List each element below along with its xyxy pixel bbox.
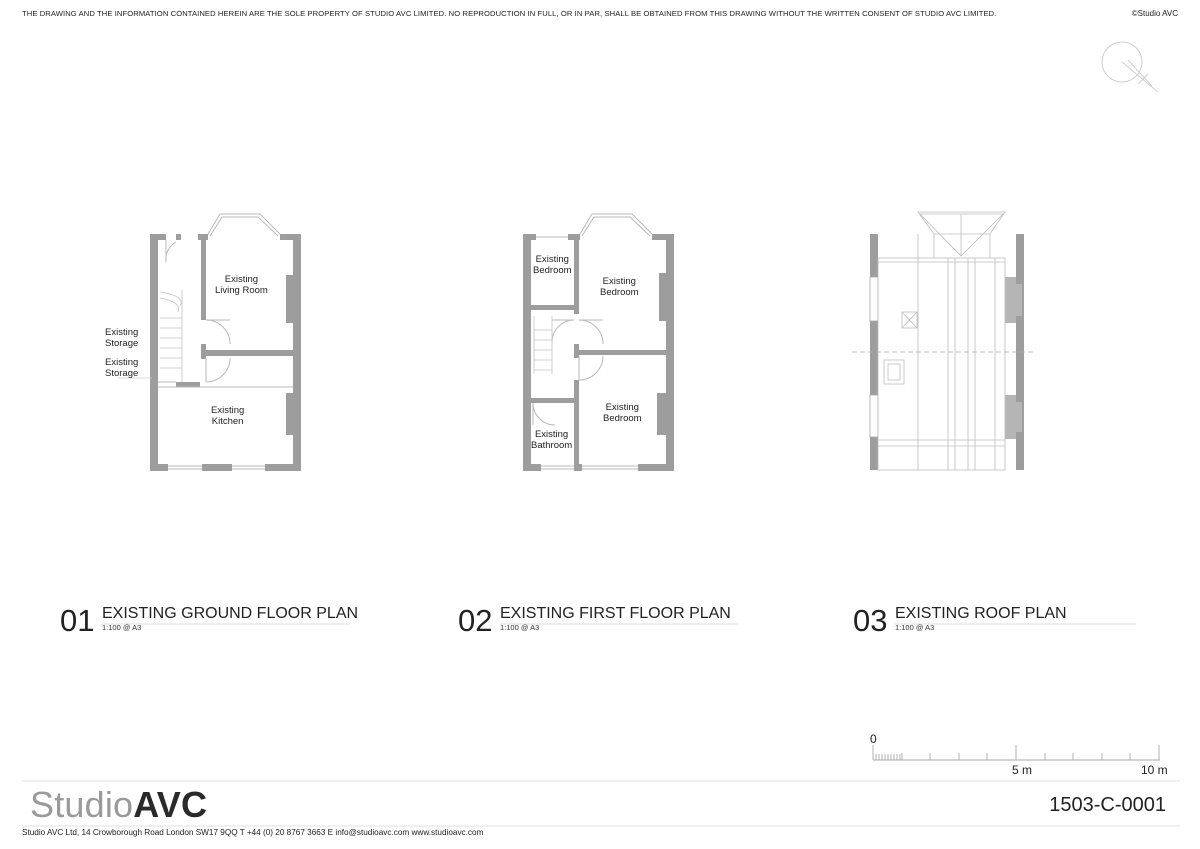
room-label-line: Existing — [105, 357, 139, 368]
room-label-line: Storage — [105, 338, 139, 349]
room-label-line: Existing — [105, 327, 139, 338]
plan-name: EXISTING ROOF PLAN — [895, 605, 1067, 622]
north-arrow-icon — [1102, 42, 1158, 92]
contact-footer: Studio AVC Ltd, 14 Crowborough Road London SW17 9QQ T +44 (0) 20 8767 3663 E info@studioavc.com www.studioavc.com — [22, 828, 484, 837]
room-label-line: Existing — [534, 429, 569, 440]
room-label-line: Bedroom — [600, 287, 639, 298]
plan-number: 02 — [458, 603, 493, 638]
room-label-bedroom — [600, 276, 639, 298]
roof-plan — [852, 212, 1036, 470]
plan-number: 01 — [60, 603, 95, 638]
drawing-number: 1503-C-0001 — [1049, 794, 1166, 816]
scale-bar — [873, 745, 1160, 760]
room-label-line: Bathroom — [531, 440, 573, 451]
brand-logo — [30, 784, 207, 826]
room-label-bathroom — [531, 429, 572, 451]
scale-label-zero: 0 — [870, 732, 877, 746]
plan-name: EXISTING GROUND FLOOR PLAN — [102, 605, 359, 622]
room-label-living-room — [215, 274, 268, 296]
copyright-notice: THE DRAWING AND THE INFORMATION CONTAINED HEREIN ARE THE SOLE PROPERTY OF STUDIO AVC LIMITED. NO REPRODUCTION IN FULL, OR IN PAR, SHALL BE OBTAINED FROM THIS DRAWING WITHOUT THE WRITTEN CONSENT OF STUDIO AVC LIMITED. — [22, 9, 997, 18]
room-label-line: Existing — [602, 276, 636, 287]
copyright-mark: ©Studio AVC — [1131, 9, 1178, 18]
ground-floor-plan — [118, 214, 301, 471]
room-label-line: Living Room — [215, 285, 268, 296]
plan-name: EXISTING FIRST FLOOR PLAN — [500, 605, 731, 622]
brand-light: Studio — [30, 784, 134, 825]
room-label-line: Kitchen — [211, 416, 244, 427]
scale-label-mid: 5 m — [1012, 763, 1033, 777]
room-label-storage — [105, 327, 138, 349]
room-label-kitchen — [211, 405, 244, 427]
plan-scale: 1:100 @ A3 — [895, 623, 935, 632]
room-label-bedroom — [533, 254, 572, 276]
brand-bold: AVC — [133, 784, 208, 825]
room-label-line: Existing — [211, 405, 245, 416]
room-label-bedroom — [603, 402, 642, 424]
room-label-line: Bedroom — [533, 265, 572, 276]
plan-scale: 1:100 @ A3 — [500, 623, 540, 632]
room-label-line: Existing — [224, 274, 259, 285]
room-label-line: Existing — [535, 254, 569, 265]
plan-number: 03 — [853, 603, 888, 638]
plan-scale: 1:100 @ A3 — [102, 623, 142, 632]
room-label-line: Storage — [105, 368, 139, 379]
scale-label-end: 10 m — [1141, 763, 1168, 777]
room-label-line: Bedroom — [603, 413, 642, 424]
room-label-storage — [105, 357, 138, 379]
room-label-line: Existing — [605, 402, 639, 413]
